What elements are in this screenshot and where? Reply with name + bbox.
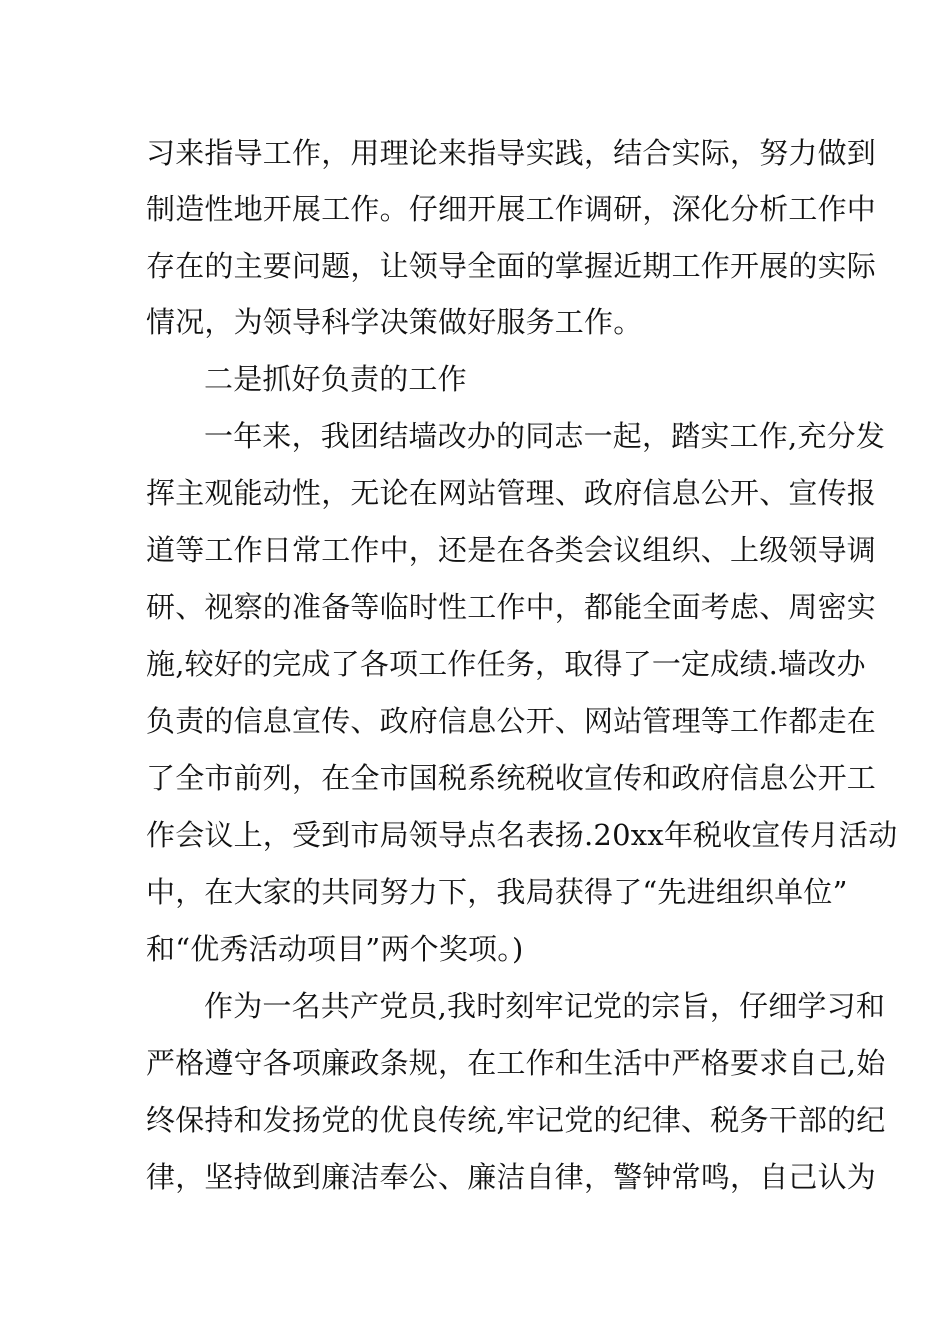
text-line: 情况，为领导科学决策做好服务工作。 xyxy=(146,305,643,339)
text-line: 习来指导工作，用理论来指导实践，结合实际，努力做到 xyxy=(146,136,877,170)
text-line: 作会议上，受到市局领导点名表扬.20xx年税收宣传月活动 xyxy=(146,818,898,852)
text-line: 施,较好的完成了各项工作任务，取得了一定成绩.墙改办 xyxy=(146,647,866,681)
section-heading: 二是抓好负责的工作 xyxy=(204,362,467,396)
text-line: 终保持和发扬党的优良传统,牢记党的纪律、税务干部的纪 xyxy=(146,1103,886,1137)
text-line: 负责的信息宣传、政府信息公开、网站管理等工作都走在 xyxy=(146,704,877,738)
text-line: 作为一名共产党员,我时刻牢记党的宗旨，仔细学习和 xyxy=(204,989,886,1023)
text-line: 挥主观能动性，无论在网站管理、政府信息公开、宣传报 xyxy=(146,476,877,510)
text-line: 存在的主要问题，让领导全面的掌握近期工作开展的实际 xyxy=(146,249,877,283)
text-line: 和“优秀活动项目”两个奖项。) xyxy=(146,932,524,966)
text-line: 严格遵守各项廉政条规，在工作和生活中严格要求自己,始 xyxy=(146,1046,886,1080)
text-line: 制造性地开展工作。仔细开展工作调研，深化分析工作中 xyxy=(146,192,877,226)
text-line: 道等工作日常工作中，还是在各类会议组织、上级领导调 xyxy=(146,533,877,567)
text-line: 一年来，我团结墙改办的同志一起，踏实工作,充分发 xyxy=(204,419,886,453)
text-line: 中，在大家的共同努力下，我局获得了“先进组织单位” xyxy=(146,875,848,909)
text-line: 了全市前列，在全市国税系统税收宣传和政府信息公开工 xyxy=(146,761,877,795)
text-line: 律，坚持做到廉洁奉公、廉洁自律，警钟常鸣，自己认为 xyxy=(146,1160,877,1194)
text-line: 研、视察的准备等临时性工作中，都能全面考虑、周密实 xyxy=(146,590,877,624)
